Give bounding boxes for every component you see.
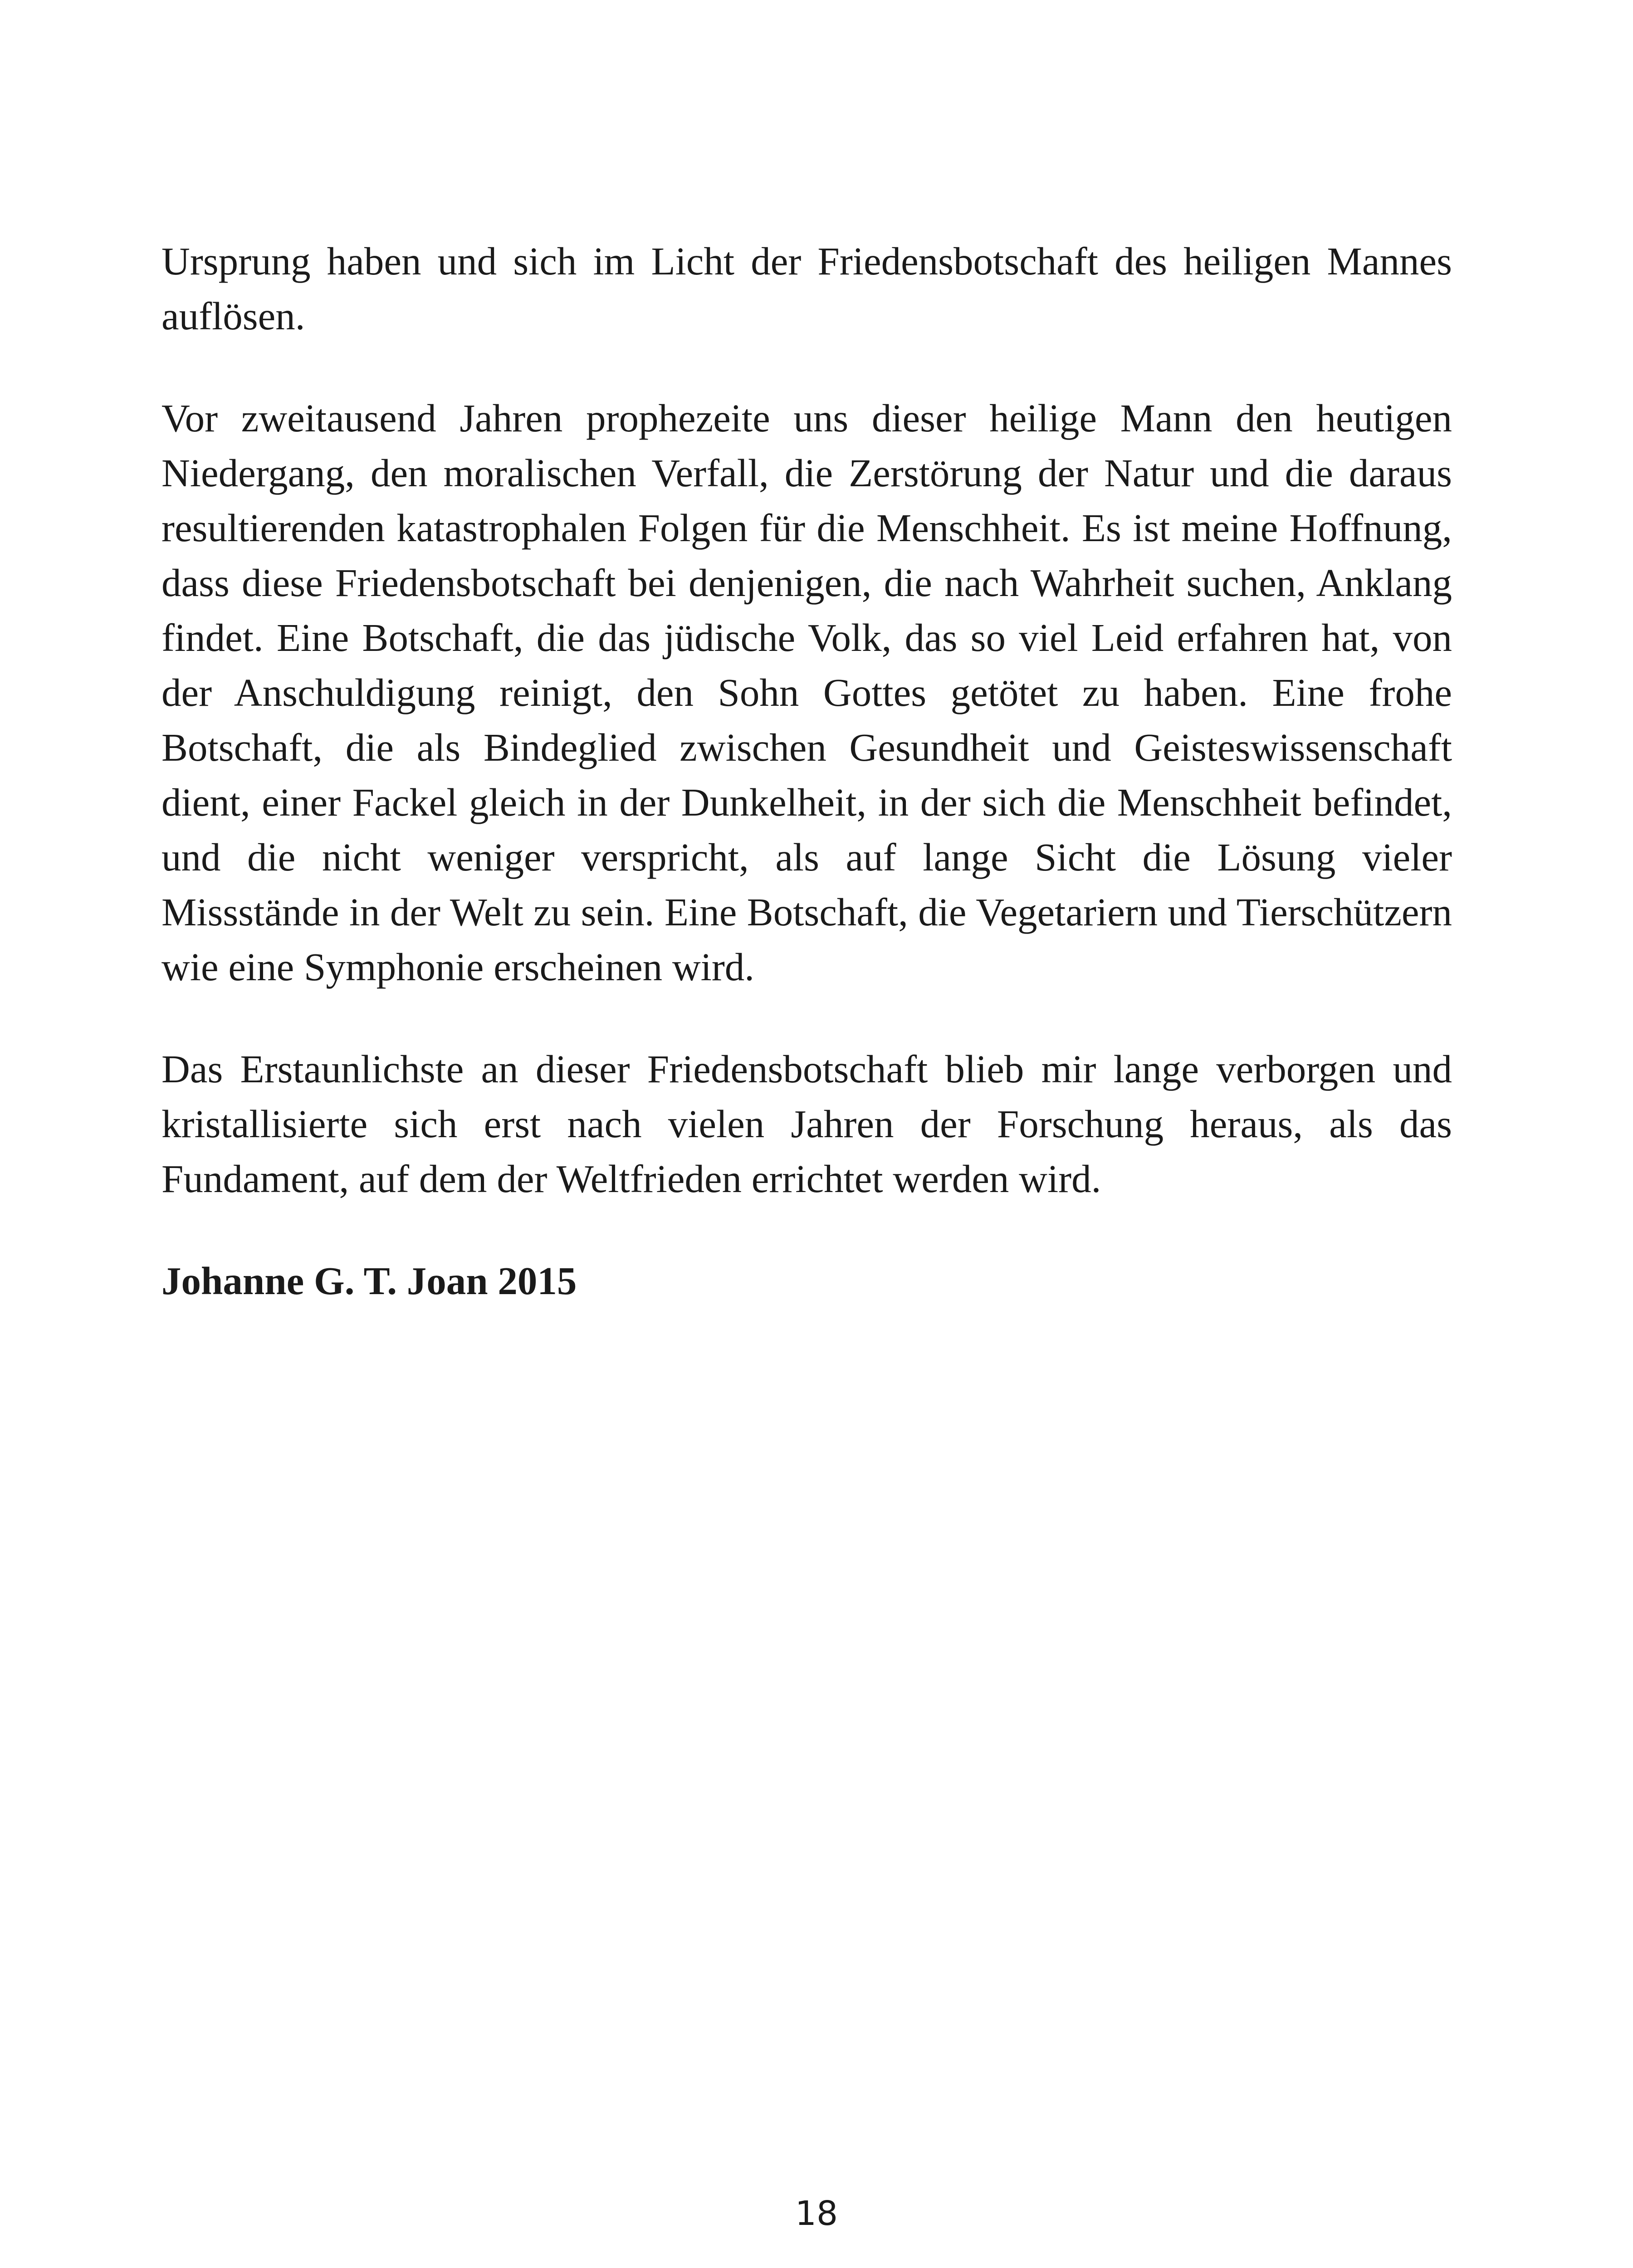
paragraph-3: Das Erstaunlichste an dieser Friedensbotschaft blieb mir lange verborgen und kristallisierte sich erst nach vielen Jahren der Forschung heraus, als das Fundament, auf dem der Weltfrieden errichtet werden wird. xyxy=(161,1047,1452,1201)
body-text xyxy=(161,234,1452,1308)
page-number: 18 xyxy=(795,2194,838,2233)
paragraph-1: Ursprung haben und sich im Licht der Friedensbotschaft des heiligen Mannes auflösen. xyxy=(161,239,1452,338)
paragraph-2: Vor zweitausend Jahren prophezeite uns dieser heilige Mann den heutigen Niedergang, den moralischen Verfall, die Zerstörung der Natur und die daraus resultierenden katastrophalen Folgen für die Menschheit. Es ist meine Hoffnung, dass diese Friedensbotschaft bei denjenigen, die nach Wahrheit suchen, Anklang findet. Eine Botschaft, die das jüdische Volk, das so viel Leid erfahren hat, von der Anschuldigung reinigt, den Sohn Gottes getötet zu haben. Eine frohe Botschaft, die als Bindeglied zwischen Gesundheit und Geisteswissenschaft dient, einer Fackel gleich in der Dunkelheit, in der sich die Menschheit befindet, und die nicht weniger verspricht, als auf lange Sicht die Lösung vieler Missstände in der Welt zu sein. Eine Botschaft, die Vegetariern und Tierschützern wie eine Symphonie erscheinen wird. xyxy=(161,396,1452,989)
author-signature: Johanne G. T. Joan 2015 xyxy=(161,1259,577,1303)
